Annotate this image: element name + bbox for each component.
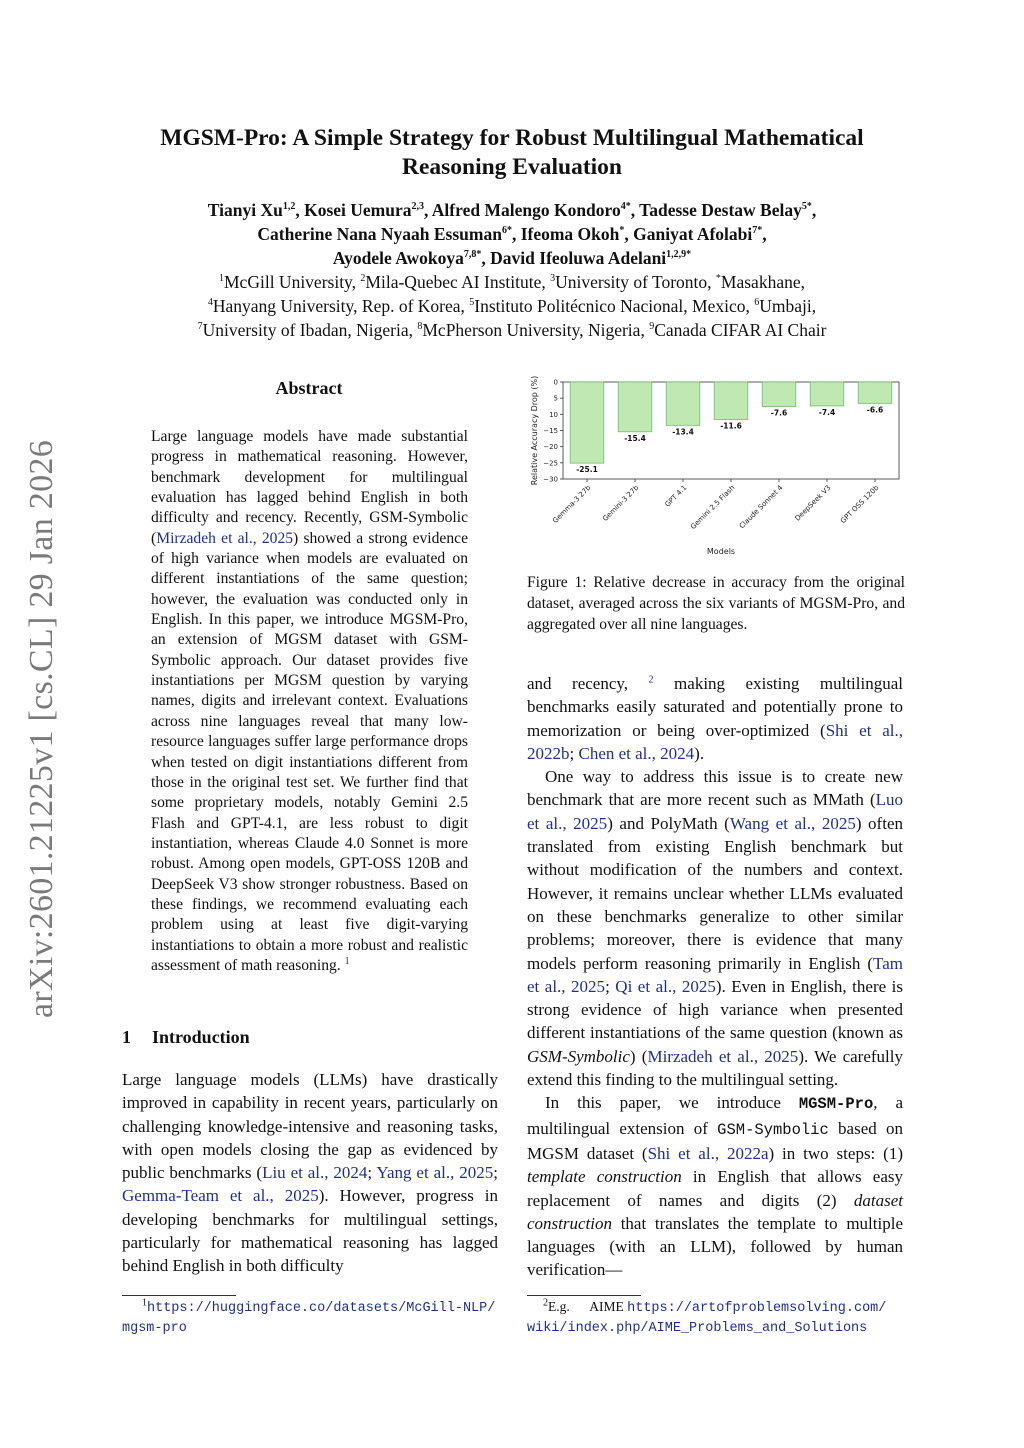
affil-mark: 5 bbox=[469, 297, 475, 309]
right-column-body bbox=[527, 672, 903, 1282]
bar bbox=[570, 382, 604, 463]
arxiv-identifier: arXiv:2601.21225v1 [cs.CL] 29 Jan 2026 bbox=[23, 440, 60, 1018]
abstract-body bbox=[151, 427, 468, 976]
code-text: GSM-Symbolic bbox=[717, 1120, 829, 1139]
bar-value-label: -7.4 bbox=[818, 407, 836, 417]
author-affil: 6* bbox=[501, 225, 512, 237]
figure-1-bar-chart bbox=[527, 372, 907, 564]
author-affil: * bbox=[619, 225, 625, 237]
affiliation: Mila-Quebec AI Institute bbox=[365, 272, 542, 292]
section-number: 1 bbox=[122, 1027, 131, 1047]
footnote-url[interactable]: https://huggingface.co/datasets/McGill-NLP/ bbox=[147, 1301, 496, 1316]
x-tick-label: Gemini-3 27b bbox=[601, 483, 641, 523]
affiliation: Canada CIFAR AI Chair bbox=[654, 320, 827, 340]
affil-mark: 9 bbox=[649, 321, 655, 333]
footnote-url[interactable]: wiki/index.php/AIME_Problems_and_Solutions bbox=[527, 1321, 868, 1336]
bar bbox=[810, 382, 844, 406]
body-text: ; bbox=[605, 976, 616, 996]
affiliation: McPherson University, Nigeria bbox=[422, 320, 641, 340]
citation-link[interactable]: Mirzadeh et al., 2025 bbox=[647, 1046, 799, 1066]
affil-mark: 7 bbox=[197, 321, 203, 333]
body-text: and recency, bbox=[527, 674, 649, 693]
citation-link[interactable]: Wang et al., 2025 bbox=[729, 813, 856, 833]
emphasis-text: template construction bbox=[527, 1167, 682, 1187]
body-text: In this paper, we introduce bbox=[545, 1093, 799, 1113]
abstract-text: Large language models have made substantial progress in mathematical reasoning. However, benchmark development for multilingual evaluation has lagged behind English in both difficulty and recency. Recently, GSM-Symbolic ( bbox=[151, 428, 468, 547]
body-text: ) ( bbox=[629, 1046, 648, 1066]
citation-link[interactable]: Liu et al., 2024 bbox=[262, 1163, 368, 1183]
body-text: ). bbox=[694, 743, 705, 763]
author-line-2: Catherine Nana Nyaah Essuman$^{6*}$, Ifeoma Okoh*, Ganiyat Afolabi$^{7*}$, bbox=[257, 224, 767, 244]
emphasis-text: GSM-Symbolic bbox=[527, 1046, 630, 1066]
footnote-2 bbox=[527, 1298, 907, 1338]
paper-title: MGSM-Pro: A Simple Strategy for Robust Multilingual Mathematical Reasoning Evaluation bbox=[160, 125, 864, 180]
intro-paragraph bbox=[122, 1068, 498, 1278]
body-text: ). However, progress in developing benchmarks for multilingual settings, particularly for mathematical reasoning has lagged behind English in both difficulty bbox=[122, 1186, 498, 1276]
body-text: , a multilingual extension of bbox=[527, 1093, 903, 1138]
author-name: Kosei Uemura bbox=[304, 200, 412, 220]
abstract-heading: Abstract bbox=[275, 378, 343, 398]
citation-link[interactable]: Yang et al., 2025 bbox=[376, 1163, 494, 1183]
affil-mark: * bbox=[715, 273, 721, 285]
body-text: based on MGSM dataset ( bbox=[527, 1118, 903, 1163]
author-affil: 4* bbox=[620, 201, 631, 213]
affiliation: University of Ibadan, Nigeria bbox=[202, 320, 409, 340]
y-tick-label: −30 bbox=[543, 475, 558, 484]
footnote-url[interactable]: https://artofproblemsolving.com/ bbox=[627, 1301, 887, 1316]
footnote-link[interactable]: 1 bbox=[344, 955, 350, 967]
citation-link[interactable]: Mirzadeh et al., 2025 bbox=[156, 529, 294, 547]
body-text: in English that allows easy replacement of names and digits (2) bbox=[527, 1167, 903, 1210]
affiliation: Umbaji bbox=[759, 296, 812, 316]
body-text: ; bbox=[493, 1163, 498, 1183]
footnote-1 bbox=[122, 1298, 502, 1338]
affiliation-line-2: $^4$Hanyang University, Rep. of Korea, $^5$Instituto Politécnico Nacional, Mexico, $^6$Umbaji, bbox=[207, 296, 817, 316]
y-tick-label: 0 bbox=[553, 378, 558, 387]
footnote-url[interactable]: mgsm-pro bbox=[122, 1321, 187, 1336]
body-text: ; bbox=[569, 743, 579, 763]
affiliation: McGill University bbox=[224, 272, 352, 292]
affil-mark: 6 bbox=[754, 297, 760, 309]
footnote-mark: 2 bbox=[543, 1297, 548, 1309]
abstract-text: ) showed a strong evidence of high variance when models are evaluated on different instantiations of the same question; however, the evaluation was conducted only in English. In this paper, we introduce MGSM-Pro, an extension of MGSM dataset with GSM-Symbolic approach. Our dataset provides five instantiations per MGSM question by varying names, digits and irrelevant context. Evaluations across nine languages reveal that many low-resource languages suffer large performance drops when tested on digit instantiations different from those in the original test set. We further find that some proprietary models, notably Gemini 2.5 Flash and GPT-4.1, are less robust to digit instantiation, whereas Claude 4.0 Sonnet is more robust. Among open models, GPT-OSS 120B and DeepSeek V3 show stronger robustness. Based on these findings, we recommend evaluating each problem using at least five digit-varying instantiations to obtain a more robust and realistic assessment of math reasoning. bbox=[151, 529, 468, 974]
body-text: ) and PolyMath ( bbox=[607, 813, 730, 833]
figure-1-caption: Figure 1: Relative decrease in accuracy from the original dataset, averaged across the six variants of MGSM-Pro, and aggregated over all nine languages. bbox=[527, 574, 905, 633]
affiliation: Hanyang University, Rep. of Korea bbox=[212, 296, 461, 316]
affiliation: Instituto Politécnico Nacional, Mexico bbox=[474, 296, 746, 316]
y-tick-label: −25 bbox=[543, 459, 558, 468]
affil-mark: 1 bbox=[219, 273, 224, 285]
affil-mark: 4 bbox=[207, 297, 213, 309]
citation-link[interactable]: Tam et al., 2025 bbox=[527, 953, 903, 996]
author-name: Tadesse Destaw Belay bbox=[639, 200, 802, 220]
x-tick-label: Gemini 2.5 Flash bbox=[689, 483, 737, 532]
author-name: Alfred Malengo Kondoro bbox=[431, 200, 621, 220]
author-affil: 7,8* bbox=[463, 249, 482, 261]
body-text: making existing multilingual benchmarks easily saturated and potentially prone to memorization or being over-optimized ( bbox=[527, 674, 903, 740]
x-axis-label: Models bbox=[706, 547, 736, 556]
citation-link[interactable]: Shi et al., 2022a bbox=[647, 1143, 769, 1163]
affil-mark: 3 bbox=[550, 273, 556, 285]
author-affil: 1,2 bbox=[282, 201, 296, 213]
bar-value-label: -25.1 bbox=[576, 465, 598, 475]
body-text: ; bbox=[367, 1163, 377, 1183]
citation-link[interactable]: Shi et al., 2022b bbox=[527, 720, 904, 763]
section-title: Introduction bbox=[152, 1027, 250, 1047]
x-tick-label: GPT OSS 120b bbox=[838, 483, 881, 526]
x-tick-label: GPT 4.1 bbox=[663, 483, 689, 509]
citation-link[interactable]: Luo et al., 2025 bbox=[527, 790, 903, 833]
bar bbox=[618, 382, 652, 432]
author-name: Catherine Nana Nyaah Essuman bbox=[257, 224, 502, 244]
author-affil: 5* bbox=[801, 201, 812, 213]
affil-mark: 8 bbox=[417, 321, 423, 333]
paragraph bbox=[527, 1091, 903, 1281]
x-tick-label: Gemma-3 27b bbox=[551, 483, 593, 525]
body-text: ) in two steps: (1) bbox=[768, 1143, 903, 1163]
body-text: ). We carefully extend this finding to the multilingual setting. bbox=[527, 1046, 903, 1090]
author-line-1: Tianyi Xu$^{1,2}$, Kosei Uemura$^{2,3}$, Alfred Malengo Kondoro$^{4*}$, Tadesse Destaw Belay$^{5*}$, bbox=[207, 200, 817, 220]
y-tick-label: −15 bbox=[543, 427, 558, 435]
body-text: ) often translated from existing English benchmark but without modification of the numbers and context. However, it remains unclear whether LLMs evaluated on these benchmarks generalize to other similar problems; moreover, there is evidence that many models perform reasoning primarily in English ( bbox=[527, 813, 903, 973]
section-heading-introduction bbox=[122, 1027, 250, 1048]
footnote-rule bbox=[527, 1295, 641, 1296]
bar-value-label: -11.6 bbox=[720, 421, 742, 431]
bar bbox=[714, 382, 748, 420]
emphasis-text: dataset construction bbox=[527, 1190, 903, 1233]
author-affil: 2,3 bbox=[411, 201, 424, 213]
citation-link[interactable]: Qi et al., 2025 bbox=[615, 976, 716, 996]
y-tick-label: 5 bbox=[553, 394, 558, 403]
y-axis-label: Relative Accuracy Drop (%) bbox=[530, 375, 539, 486]
author-line-3: Ayodele Awokoya$^{7,8*}$, David Ifeoluwa Adelani$^{1,2,9*}$ bbox=[332, 248, 692, 268]
affiliation: Masakhane bbox=[720, 272, 801, 292]
body-text: Large language models (LLMs) have drastically improved in capability in recent years, particularly on challenging knowledge-intensive and reasoning tasks, with open models closing the gap as evidenced by public benchmarks ( bbox=[122, 1070, 498, 1183]
bar-value-label: -13.4 bbox=[672, 427, 694, 437]
code-text: MGSM-Pro bbox=[798, 1095, 874, 1114]
footnote-text: E.g. AIME bbox=[548, 1299, 624, 1314]
author-name: Ayodele Awokoya bbox=[332, 248, 464, 268]
bar-value-label: -6.6 bbox=[866, 405, 884, 415]
bar-value-label: -15.4 bbox=[624, 433, 646, 443]
citation-link[interactable]: Chen et al., 2024 bbox=[578, 743, 695, 763]
affil-mark: 2 bbox=[360, 273, 366, 285]
author-affil: 1,2,9* bbox=[666, 249, 692, 261]
affiliation-line-1: $^1$McGill University, $^2$Mila-Quebec AI Institute, $^3$University of Toronto, *Masakhane, bbox=[219, 272, 805, 292]
author-name: Tianyi Xu bbox=[207, 200, 283, 220]
bar bbox=[858, 382, 892, 403]
footnote-rule bbox=[122, 1295, 236, 1296]
author-name: David Ifeoluwa Adelani bbox=[490, 248, 667, 268]
footnote-link[interactable]: 2 bbox=[648, 674, 654, 686]
affiliation: University of Toronto bbox=[555, 272, 708, 292]
y-tick-label: −20 bbox=[543, 443, 558, 452]
citation-link[interactable]: Gemma-Team et al., 2025 bbox=[122, 1186, 319, 1206]
body-text: One way to address this issue is to create new benchmark that are more recent such as MMath ( bbox=[527, 767, 903, 810]
body-text: ). Even in English, there is strong evidence of high variance when presented different instantiations of the same question (known as bbox=[527, 976, 903, 1043]
x-tick-label: DeepSeek V3 bbox=[793, 483, 833, 523]
author-name: Ifeoma Okoh bbox=[520, 224, 620, 244]
bar bbox=[666, 382, 700, 425]
footnote-mark: 1 bbox=[142, 1297, 147, 1309]
body-text: that translates the template to multiple languages (with an LLM), followed by human verification— bbox=[527, 1213, 903, 1280]
y-tick-label: 10 bbox=[549, 410, 558, 419]
x-tick-label: Claude Sonnet 4 bbox=[737, 483, 785, 531]
paragraph bbox=[527, 765, 903, 1091]
bar bbox=[762, 382, 796, 407]
paragraph bbox=[527, 672, 903, 765]
affiliation-line-3: $^7$University of Ibadan, Nigeria, $^8$McPherson University, Nigeria, $^9$Canada CIFAR AI Chair bbox=[197, 320, 827, 340]
author-name: Ganiyat Afolabi bbox=[633, 224, 753, 244]
bar-value-label: -7.6 bbox=[770, 408, 788, 418]
author-affil: 7* bbox=[752, 225, 763, 237]
